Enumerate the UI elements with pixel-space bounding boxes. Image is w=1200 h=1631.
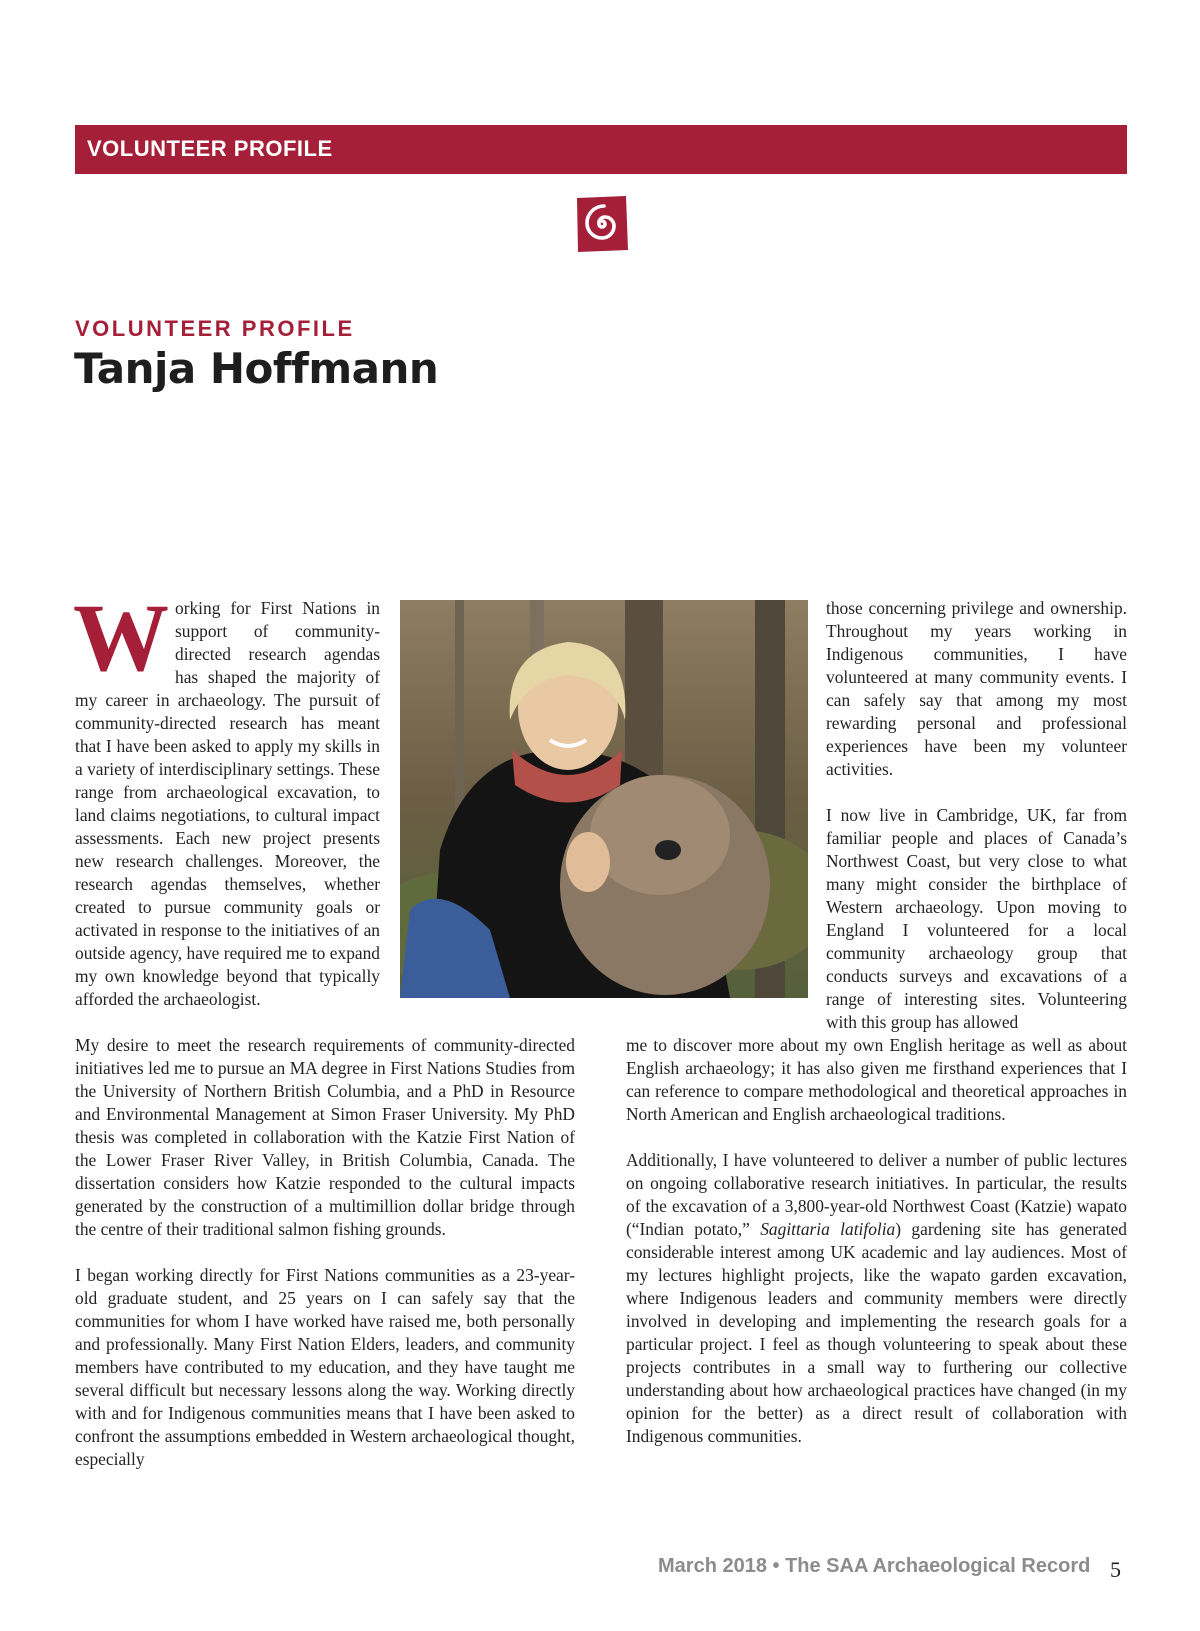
paragraph: me to discover more about my own English heritage as well as about English archaeology; it has also given me firsthand experiences that I can reference to compare methodological and theoretical approaches in North American and English archaeological traditions. (626, 1035, 1127, 1124)
column-1-body (75, 1034, 575, 1471)
paragraph (626, 1149, 1127, 1448)
drop-cap: W (73, 584, 169, 691)
species-name: Sagittaria latifolia (760, 1219, 896, 1239)
portrait-photo (400, 600, 808, 998)
paragraph: those concerning privilege and ownership. Throughout my years working in Indigenous communities, I have volunteered at many community events. I can safely say that among my most rewarding personal and professional experiences have been my volunteer activities. (826, 598, 1127, 779)
paragraph: I began working directly for First Nations communities as a 23-year-old graduate student, and 25 years on I can safely say that the communities for whom I have worked have raised me, both personally and professionally. Many First Nation Elders, leaders, and community members have contributed to my education, and they have taught me several difficult but necessary lessons along the way. Working directly with and for Indigenous communities means that I have been asked to confront the assumptions embedded in Western archaeological thought, especially (75, 1265, 575, 1469)
banner-label: VOLUNTEER PROFILE (87, 136, 333, 161)
paragraph-text: Additionally, I have volunteered to deliver a number of public lectures on ongoing collaborative research initiatives. In particular, the results of the excavation of a 3,800-year-old Northwest Coast (Katzie) wapato (“Indian potato,” (626, 1150, 1127, 1239)
section-banner (75, 125, 1127, 174)
page-number: 5 (1110, 1557, 1121, 1582)
profile-kicker: VOLUNTEER PROFILE (75, 316, 355, 341)
column-2-intro (826, 597, 1127, 1034)
intro-paragraph: orking for First Nations in support of community-directed research agendas has shaped the majority of my career in archaeology. The pursuit of community-directed research has meant that I have been asked to apply my skills in a variety of interdisciplinary settings. These range from archaeological excavation, to land claims negotiations, to cultural impact assessments. Each new project presents new research challenges. Moreover, the research agendas themselves, whether created to pursue community goals or activated in response to the initiatives of an outside agency, have required me to expand my own knowledge beyond that typically afforded the archaeologist. (75, 598, 380, 1009)
column-2-body (626, 1034, 1127, 1448)
column-1-intro (73, 584, 380, 1011)
paragraph: My desire to meet the research requirements of community-directed initiatives led me to pursue an MA degree in First Nations Studies from the University of Northern British Columbia, and a PhD in Resource and Environmental Management at Simon Fraser University. My PhD thesis was completed in collaboration with the Katzie First Nation of the Lower Fraser River Valley, in British Columbia, Canada. The dissertation considers how Katzie responded to the cultural impacts generated by the construction of a multimillion dollar bridge through the centre of their traditional salmon fishing grounds. (75, 1035, 575, 1239)
footer-issue: March 2018 • The SAA Archaeological Record (658, 1555, 1091, 1577)
paragraph: I now live in Cambridge, UK, far from familiar people and places of Canada’s Northwest Coast, but very close to what many might consider the birthplace of Western archaeology. Upon moving to England I volunteered for a local community archaeology group that conducts surveys and excavations of a range of interesting sites. Volunteering with this group has allowed (826, 805, 1127, 1032)
spiral-logo-icon (574, 194, 630, 254)
profile-name: Tanja Hoffmann (74, 344, 439, 393)
paragraph-text: ) gardening site has generated considerable interest among UK academic and lay audiences. Most of my lectures highlight projects, like the wapato garden excavation, where Indigenous leaders and community members were directly involved in developing and implementing the research goals for a particular project. I feel as though volunteering to speak about these projects contributes in a small way to furthering our collective understanding about how archaeological practices have changed (in my opinion for the better) as a direct result of collaboration with Indigenous communities. (626, 1219, 1128, 1446)
